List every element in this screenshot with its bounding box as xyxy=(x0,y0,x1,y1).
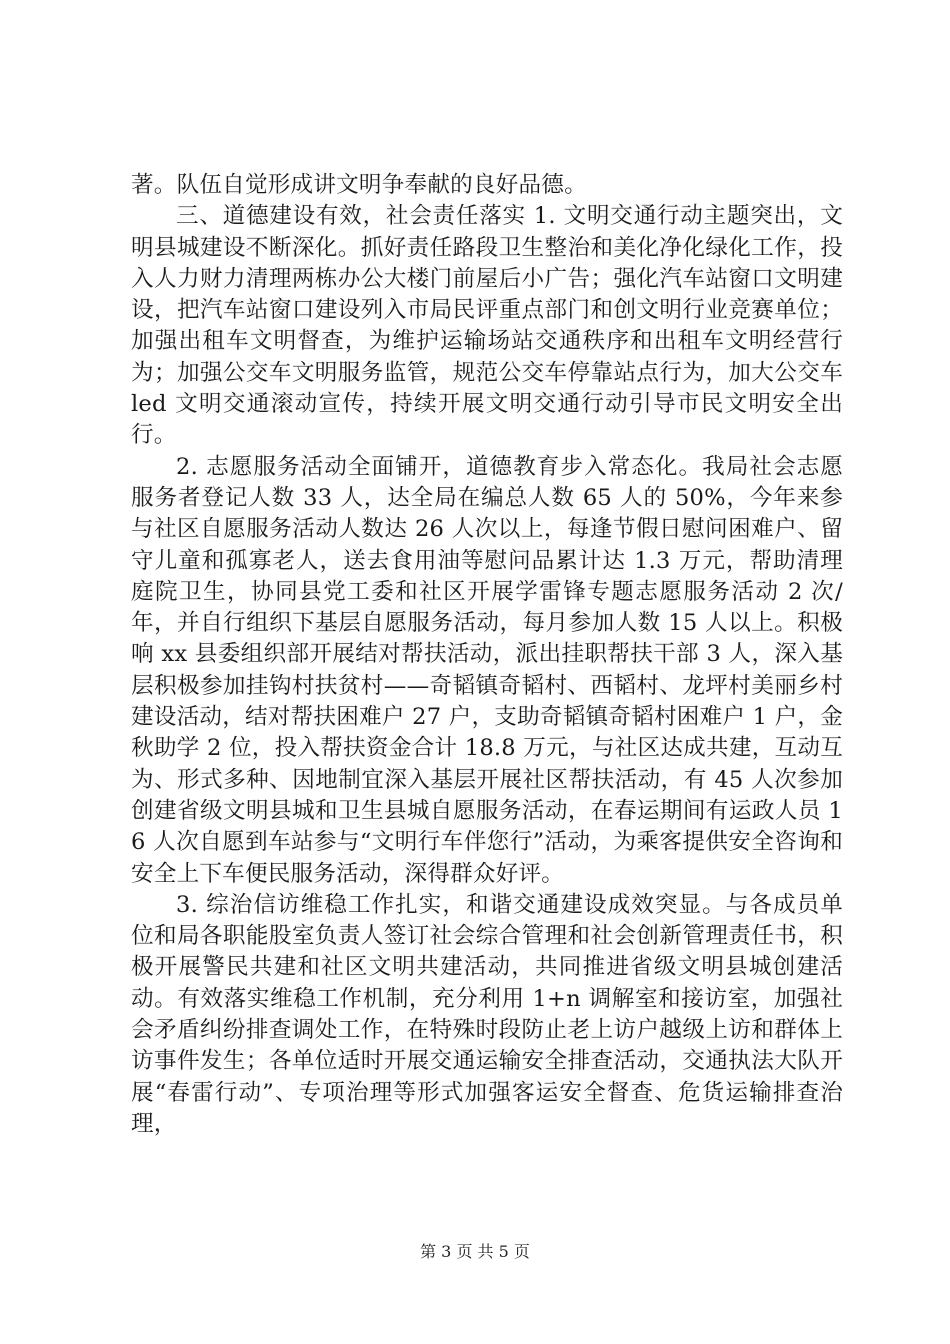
paragraph-moral-construction: 三、道德建设有效，社会责任落实 1. 文明交通行动主题突出，文明县城建设不断深化。抓好责任路段卫生整治和美化净化绿化工作，投入人力财力清理两栋办公大楼门前屋后小广告；强化汽车站窗口文明建设，把汽车站窗口建设列入市局民评重点部门和创文明行业竞赛单位；加强出租车文明督查，为维护运输场站交通秩序和出租车文明经营行为；加强公交车文明服务监管，规范公交车停靠站点行为，加大公交车 led 文明交通滚动宣传，持续开展文明交通行动引导市民文明安全出行。 xyxy=(131,203,843,449)
paragraph-continuation: 著。队伍自觉形成讲文明争奉献的良好品德。 xyxy=(131,172,587,198)
paragraph-stability-work: 3. 综治信访维稳工作扎实，和谐交通建设成效突显。与各成员单位和局各职能股室负责人签订社会综合管理和社会创新管理责任书，积极开展警民共建和社区文明共建活动，共同推进省级文明县城创建活动。有效落实维稳工作机制，充分利用 1+n 调解室和接访室，加强社会矛盾纠纷排查调处工作，在特殊时段防止老上访户越级上访和群体上访事件发生；各单位适时开展交通运输安全排查活动，交通执法大队开展“春雷行动”、专项治理等形式加强客运安全督查、危货运输排查治理， xyxy=(131,891,843,1137)
document-body xyxy=(131,170,843,1140)
paragraph-volunteer-service: 2. 志愿服务活动全面铺开，道德教育步入常态化。我局社会志愿服务者登记人数 33 人，达全局在编总人数 65 人的 50%，今年来参与社区自愿服务活动人数达 26 人次以上，每逢节假日慰问困难户、留守儿童和孤寡老人，送去食用油等慰问品累计达 1.3 万元，帮助清理庭院卫生，协同县党工委和社区开展学雷锋专题志愿服务活动 2 次/年，并自行组织下基层自愿服务活动，每月参加人数 15 人以上。积极响 xx 县委组织部开展结对帮扶活动，派出挂职帮扶干部 3 人，深入基层积极参加挂钩村扶贫村——奇韬镇奇韬村、西韬村、龙坪村美丽乡村建设活动，结对帮扶困难户 27 户，支助奇韬镇奇韬村困难户 1 户，金秋助学 2 位，投入帮扶资金合计 18.8 万元，与社区达成共建，互动互为、形式多种、因地制宜深入基层开展社区帮扶活动，有 45 人次参加创建省级文明县城和卫生县城自愿服务活动，在春运期间有运政人员 16 人次自愿到车站参与“文明行车伴您行”活动，为乘客提供安全咨询和安全上下车便民服务活动，深得群众好评。 xyxy=(131,453,843,887)
page-number-footer: 第 3 页 共 5 页 xyxy=(420,1242,530,1261)
